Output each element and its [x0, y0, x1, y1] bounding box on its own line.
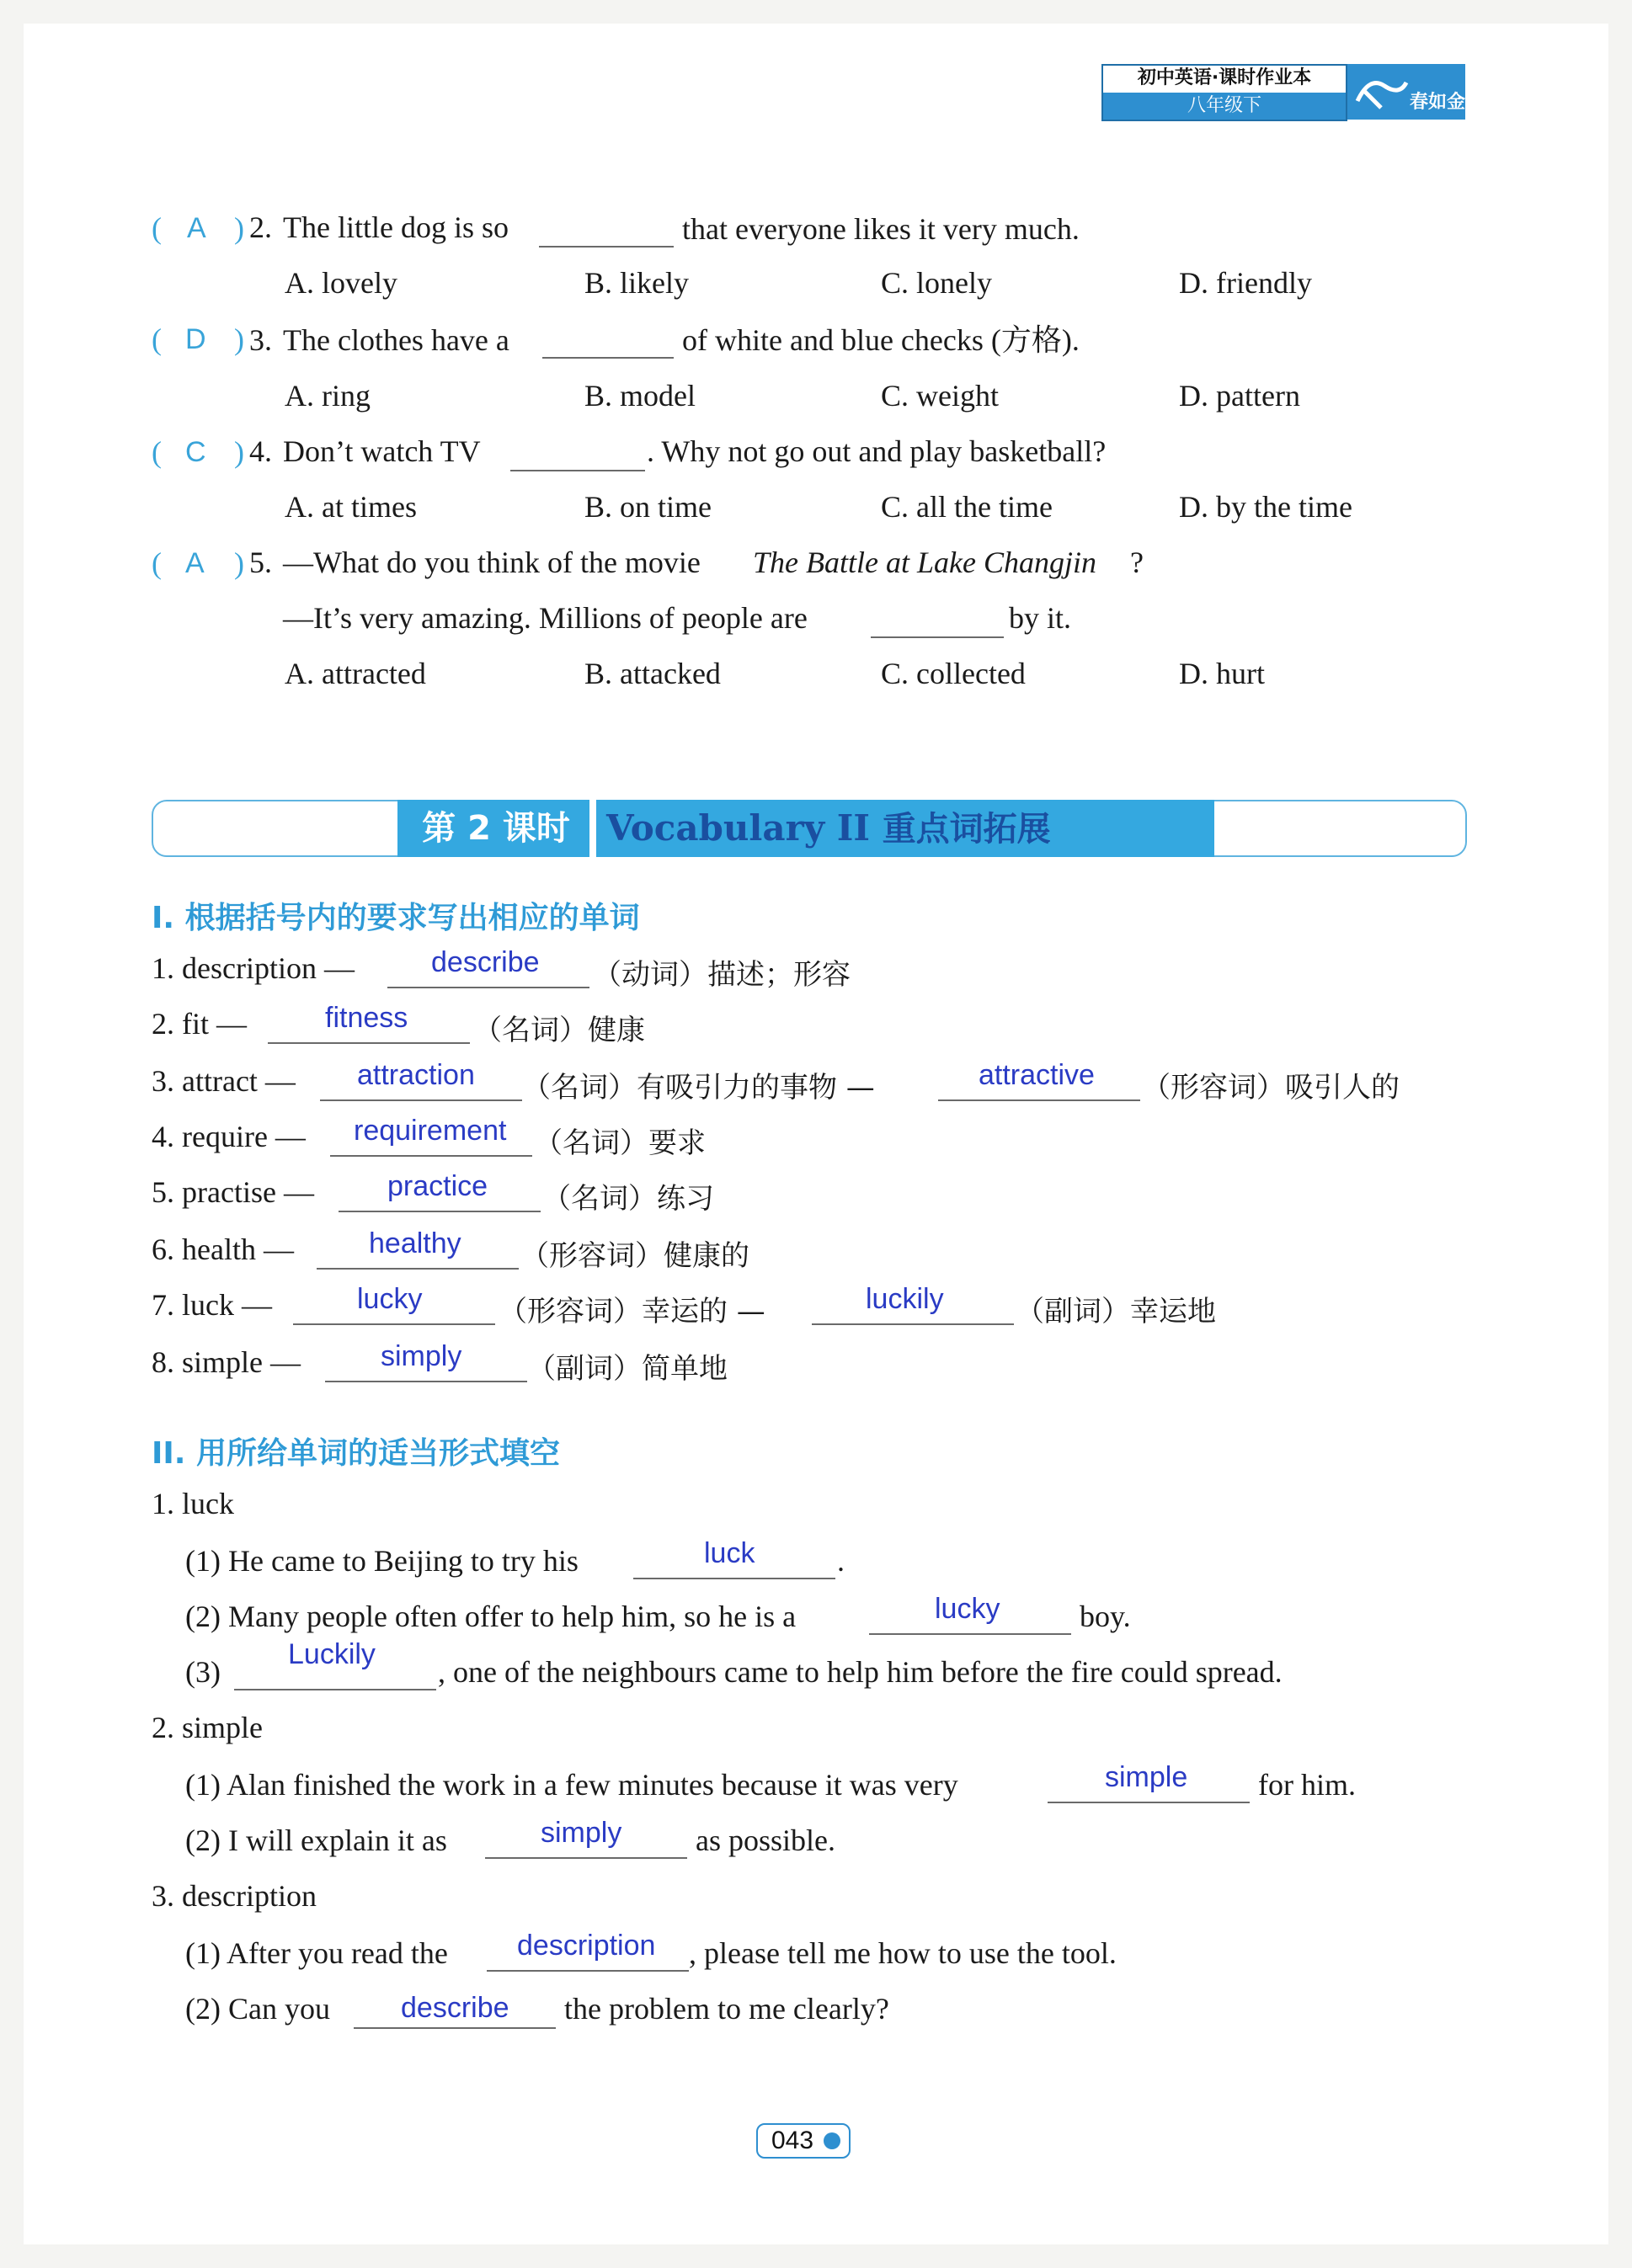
fill-suffix: , please tell me how to use the tool.: [689, 1936, 1117, 1970]
question-stem-start: —What do you think of the movie: [283, 546, 701, 579]
option-c: C. all the time: [881, 490, 1053, 524]
vocab-note: （副词）简单地: [527, 1352, 728, 1386]
answer-blank: [387, 987, 589, 988]
question-number: 3.: [249, 323, 272, 357]
answer-paren-close: ): [234, 546, 244, 580]
answer-paren-open: (: [152, 546, 162, 580]
option-b: B. attacked: [584, 657, 721, 690]
fill-prompt: (2) I will explain it as: [185, 1823, 447, 1857]
vocab-answer: practice: [387, 1170, 488, 1202]
vocab-answer-2: luckily: [866, 1283, 944, 1315]
word-group-description: 3. description: [152, 1879, 317, 1913]
vocab-answer: fitness: [325, 1002, 408, 1034]
answer-blank: [487, 1970, 689, 1972]
vocab-prompt: 3. attract —: [152, 1064, 296, 1098]
fill-prompt: (1) Alan finished the work in a few minutes because it was very: [185, 1768, 958, 1802]
option-a: A. attracted: [285, 657, 426, 690]
lesson-title-cn: 重点词拓展: [882, 810, 1051, 849]
option-b: B. likely: [584, 266, 689, 300]
question-stem-end: that everyone likes it very much.: [682, 212, 1080, 246]
option-b: B. on time: [584, 490, 712, 524]
fill-answer: simple: [1105, 1761, 1188, 1793]
word-group-simple: 2. simple: [152, 1711, 263, 1744]
vocab-note: （名词）健康: [473, 1014, 645, 1047]
answer-blank: [485, 1857, 687, 1859]
grade-label: 八年级下: [1103, 93, 1346, 120]
answer-blank: [268, 1042, 470, 1044]
fill-answer: simply: [541, 1817, 622, 1849]
question-stem-start: Don’t watch TV: [283, 434, 481, 468]
fill-answer: describe: [401, 1992, 509, 2024]
vocab-prompt: 4. require —: [152, 1120, 306, 1153]
fill-suffix: .: [837, 1544, 845, 1578]
question-stem-end: ?: [1130, 546, 1144, 579]
answer-paren-close: ): [234, 435, 244, 469]
answer-blank: [869, 1633, 1071, 1635]
option-d: D. hurt: [1179, 657, 1265, 690]
answer-blank-2: [938, 1099, 1140, 1101]
vocab-answer: lucky: [357, 1283, 423, 1315]
answer-blank-2: [812, 1323, 1014, 1325]
question-line2-start: —It’s very amazing. Millions of people are: [283, 601, 808, 635]
answer-blank: [542, 357, 674, 359]
option-d: D. friendly: [1179, 266, 1312, 300]
vocab-note: （动词）描述；形容: [593, 958, 851, 992]
answer-blank: [1048, 1802, 1250, 1803]
question-number: 4.: [249, 434, 272, 468]
answer-blank: [633, 1578, 835, 1579]
fill-suffix: the problem to me clearly?: [564, 1992, 889, 2026]
answer-blank: [354, 2027, 556, 2029]
option-c: C. collected: [881, 657, 1026, 690]
word-group-luck: 1. luck: [152, 1487, 234, 1520]
fill-prompt: (3): [185, 1655, 221, 1689]
option-d: D. pattern: [1179, 379, 1300, 413]
vocab-note-2: （形容词）吸引人的: [1142, 1071, 1400, 1105]
banner-divider: [589, 800, 596, 857]
fill-answer: description: [517, 1930, 656, 1962]
answer-blank: [293, 1323, 495, 1325]
option-a: A. ring: [285, 379, 371, 413]
answer-paren-open: (: [152, 435, 162, 469]
answer-blank: [339, 1211, 541, 1212]
lesson-number: 第 2 课时: [422, 809, 570, 848]
vocab-answer: describe: [431, 946, 540, 978]
section-1-title: I. 根据括号内的要求写出相应的单词: [152, 901, 640, 935]
fill-suffix: for him.: [1258, 1768, 1356, 1802]
book-title-badge: [1101, 64, 1347, 121]
question-number: 2.: [249, 210, 272, 244]
book-title: 初中英语·课时作业本: [1103, 66, 1346, 91]
answer-blank: [317, 1268, 519, 1270]
vocab-note: （名词）要求: [534, 1126, 706, 1160]
answer-paren-close: ): [234, 322, 244, 356]
fill-prompt: (2) Many people often offer to help him, so he is a: [185, 1600, 797, 1633]
brand-logo: [1347, 64, 1485, 120]
answer-blank: [871, 636, 1004, 638]
vocab-note: （名词）有吸引力的事物 —: [522, 1071, 875, 1105]
vocab-prompt: 7. luck —: [152, 1288, 272, 1322]
answer-letter: C: [185, 436, 206, 468]
question-stem-start: The clothes have a: [283, 323, 509, 357]
vocab-answer-2: attractive: [979, 1059, 1095, 1091]
answer-letter: A: [185, 547, 205, 579]
vocab-prompt: 5. practise —: [152, 1175, 314, 1209]
answer-blank: [234, 1689, 436, 1690]
option-c: C. weight: [881, 379, 999, 413]
answer-blank: [320, 1099, 522, 1101]
fill-answer: lucky: [935, 1593, 1000, 1625]
answer-paren-open: (: [152, 211, 162, 245]
fill-prompt: (2) Can you: [185, 1992, 330, 2026]
answer-paren-open: (: [152, 322, 162, 356]
question-stem-end: of white and blue checks (方格).: [682, 323, 1080, 357]
vocab-prompt: 6. health —: [152, 1232, 294, 1266]
vocab-prompt: 1. description —: [152, 951, 355, 985]
page-number-badge: [756, 2123, 851, 2159]
question-stem-end: . Why not go out and play basketball?: [647, 434, 1107, 468]
section-2-title: II. 用所给单词的适当形式填空: [152, 1436, 560, 1471]
question-number: 5.: [249, 546, 272, 579]
lesson-title: [606, 800, 1179, 857]
vocab-note-2: （副词）幸运地: [1016, 1295, 1216, 1328]
vocab-note: （形容词）健康的: [520, 1239, 749, 1273]
answer-blank: [539, 246, 674, 248]
option-b: B. model: [584, 379, 696, 413]
fill-prompt: (1) After you read the: [185, 1936, 448, 1970]
brand-text: 春如金卷: [1410, 92, 1485, 113]
fill-prompt: (1) He came to Beijing to try his: [185, 1544, 579, 1578]
fill-suffix: as possible.: [696, 1823, 835, 1857]
vocab-answer: attraction: [357, 1059, 475, 1091]
question-line2-end: by it.: [1009, 601, 1072, 635]
vocab-prompt: 2. fit —: [152, 1007, 247, 1041]
vocab-note: （名词）练习: [542, 1182, 714, 1216]
answer-blank: [325, 1381, 527, 1382]
fill-answer: Luckily: [288, 1638, 376, 1670]
movie-title: The Battle at Lake Changjin: [753, 546, 1096, 579]
page-dot-icon: [824, 2132, 840, 2149]
vocab-answer: requirement: [354, 1115, 507, 1147]
answer-letter: D: [185, 323, 206, 355]
answer-letter: A: [187, 212, 206, 244]
option-a: A. lovely: [285, 266, 397, 300]
option-d: D. by the time: [1179, 490, 1352, 524]
vocab-answer: simply: [381, 1340, 462, 1372]
lesson-title-en: Vocabulary II: [606, 807, 871, 849]
vocab-answer: healthy: [369, 1227, 461, 1259]
fill-suffix: boy.: [1080, 1600, 1131, 1633]
vocab-note: （形容词）幸运的 —: [499, 1295, 765, 1328]
option-a: A. at times: [285, 490, 417, 524]
question-stem-start: The little dog is so: [283, 210, 509, 244]
fill-answer: luck: [704, 1537, 755, 1569]
fill-suffix: , one of the neighbours came to help him before the fire could spread.: [438, 1655, 1283, 1689]
page-number: 043: [771, 2127, 814, 2154]
option-c: C. lonely: [881, 266, 992, 300]
vocab-prompt: 8. simple —: [152, 1345, 301, 1379]
answer-paren-close: ): [234, 211, 244, 245]
answer-blank: [330, 1155, 532, 1157]
answer-blank: [510, 470, 645, 471]
